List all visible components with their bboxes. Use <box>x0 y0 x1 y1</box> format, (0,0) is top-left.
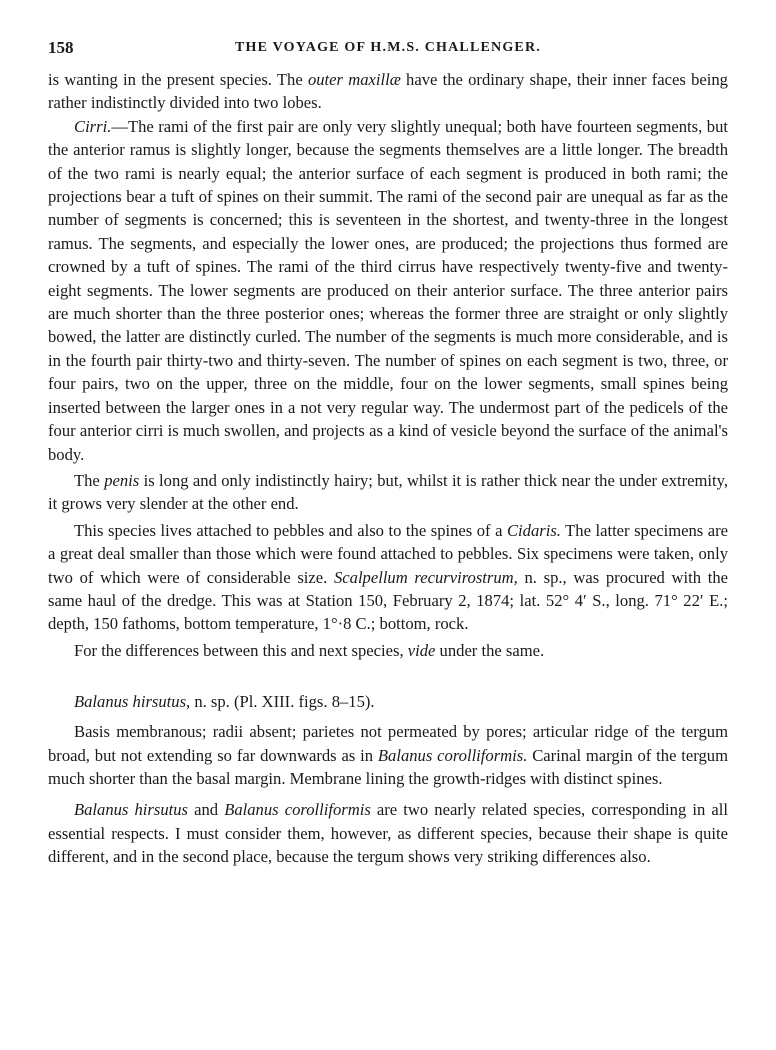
page-header <box>48 38 728 68</box>
running-title: THE VOYAGE OF H.M.S. CHALLENGER. <box>235 40 541 55</box>
paragraph-habitat: This species lives attached to pebbles and also to the spines of a Cidaris. The latter specimens are a great deal smaller than those which were found attached to pebbles. Six specimens were taken, only two of which were of considerable size. Scalpellum recurvirostrum, n. sp., was procured with the same haul of the dredge. This was at Station 150, February 2, 1874; lat. 52° 4′ S., long. 71° 22′ E.; depth, 150 fathoms, bottom temperature, 1°·8 C.; bottom, rock. <box>48 520 729 634</box>
species-heading: Balanus hirsutus, n. sp. (Pl. XIII. figs. 8–15). <box>74 692 375 712</box>
paragraph-maxillae: is wanting in the present species. The outer maxillæ have the ordinary shape, their inner faces being rather indistinctly divided into two lobes. <box>48 70 728 113</box>
paragraph-penis: The penis is long and only indistinctly hairy; but, whilst it is rather thick near the under extremity, it grows very slender at the other end. <box>48 470 729 514</box>
paragraph-differences: For the differences between this and next species, vide under the same. <box>74 640 545 660</box>
comparison-paragraph: Balanus hirsutus and Balanus corolliformis are two nearly related species, corresponding in all essential respects. I must consider them, however, as different species, because their shape is quite different, and in the second place, because the tergum shows very striking differences also. <box>48 800 728 867</box>
page <box>48 38 728 869</box>
paragraph-cirri: Cirri.—The rami of the first pair are only very slightly unequal; both have fourteen segments, but the anterior ramus is slightly longer, because the segments themselves are a little longer. The breadth of the two rami is nearly equal; the anterior surface of each segment is produced in both rami; the projections bear a tuft of spines on their summit. The rami of the second pair are unequal as far as the number of segments is concerned; this is seventeen in the shortest, and twenty-three in the longest ramus. The segments, and especially the lower ones, are produced; the projections thus formed are crowned by a tuft of spines. The rami of the third cirrus have respectively twenty-five and twenty-eight segments. The lower segments are produced on their anterior surface. The three anterior pairs are much shorter than the three posterior ones; whereas the former three are straight or only slightly bowed, the latter are distinctly curled. The number of the segments is much more considerable, and is in the fourth pair thirty-two and thirty-seven. The number of spines on each segment is two, three, or four pairs, two on the upper, three on the middle, four on the lower segments, small spines being inserted between the larger ones in a not very regular way. The undermost part of the pedicels of the four anterior cirri is much swollen, and projects as a kind of vesicle beyond the surface of the animal's body. <box>48 116 728 464</box>
diagnosis-paragraph: Basis membranous; radii absent; parietes not permeated by pores; articular ridge of the tergum broad, but not extending so far downwards as in Balanus corolliformis. Carinal margin of the tergum much shorter than the basal margin. Membrane lining the growth-ridges with distinct spines. <box>48 722 728 788</box>
page-number: 158 <box>48 38 74 57</box>
body-text <box>48 68 728 662</box>
